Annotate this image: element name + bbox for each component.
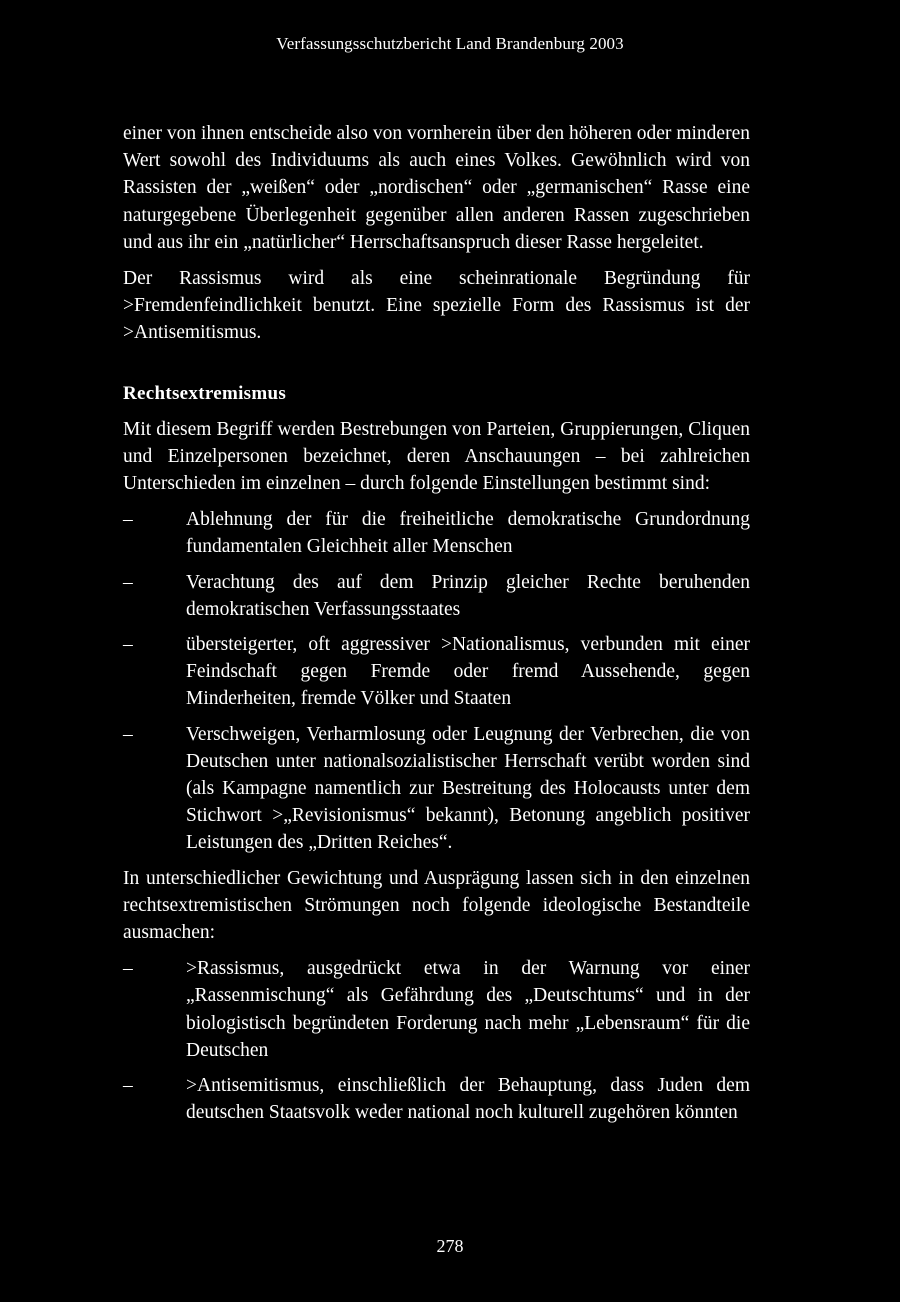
page-body	[123, 120, 750, 1135]
list-item	[123, 1072, 750, 1126]
running-header: Verfassungsschutzbericht Land Brandenburg 2003	[276, 34, 624, 53]
list-item-text: Verachtung des auf dem Prinzip gleicher Rechte beruhenden demokratischen Verfassungsstaates	[186, 571, 750, 620]
list-item	[123, 506, 750, 560]
section-intro: Mit diesem Begriff werden Bestrebungen von Parteien, Gruppierungen, Cliquen und Einzelpersonen bezeichnet, deren Anschauungen – bei zahlreichen Unterschieden im einzelnen – durch folgende Einstellungen bestimmt sind:	[123, 418, 750, 495]
list-item	[123, 721, 750, 857]
paragraph: In unterschiedlicher Gewichtung und Ausprägung lassen sich in den einzelnen rechtsextremistischen Strömungen noch folgende ideologische Bestandteile ausmachen:	[123, 867, 750, 944]
attitudes-list	[123, 506, 750, 856]
list-item	[123, 955, 750, 1064]
page-number: 278	[436, 1236, 464, 1256]
list-item-text: >Antisemitismus, einschließlich der Behauptung, dass Juden dem deutschen Staatsvolk weder national noch kulturell zugehören könnten	[186, 1075, 750, 1124]
dash-bullet: –	[123, 509, 133, 531]
list-item-text: Verschweigen, Verharmlosung oder Leugnung der Verbrechen, die von Deutschen unter nationalsozialistischer Herrschaft verübt worden sind (als Kampagne namentlich zur Bestreitung des Holocausts unter dem Stichwort >„Revisionismus“ bekannt), Betonung angeblich positiver Leistungen des „Dritten Reiches“.	[186, 723, 750, 854]
dash-bullet: –	[123, 1075, 133, 1097]
dash-bullet: –	[123, 723, 133, 745]
dash-bullet: –	[123, 571, 133, 593]
list-item	[123, 569, 750, 623]
list-item	[123, 631, 750, 713]
dash-bullet: –	[123, 634, 133, 656]
ideology-list	[123, 955, 750, 1126]
list-item-text: Ablehnung der für die freiheitliche demokratische Grundordnung fundamentalen Gleichheit aller Menschen	[186, 509, 750, 558]
list-item-text: übersteigerter, oft aggressiver >Nationalismus, verbunden mit einer Feindschaft gegen Fremde oder fremd Aussehende, gegen Minderheiten, fremde Völker und Staaten	[186, 634, 750, 710]
section-heading: Rechtsextremismus	[123, 382, 287, 404]
paragraph: Der Rassismus wird als eine scheinrationale Begründung für >Fremdenfeindlichkeit benutzt. Eine spezielle Form des Rassismus ist der >Antisemitismus.	[123, 268, 750, 344]
paragraph: einer von ihnen entscheide also von vornherein über den höheren oder minderen Wert sowohl des Individuums als auch eines Volkes. Gewöhnlich wird von Rassisten der „weißen“ oder „nordischen“ oder „germanischen“ Rasse eine naturgegebene Überlegenheit gegenüber allen anderen Rassen zugeschrieben und aus ihr ein „natürlicher“ Herrschaftsanspruch dieser Rasse hergeleitet.	[123, 123, 750, 253]
dash-bullet: –	[123, 958, 133, 980]
list-item-text: >Rassismus, ausgedrückt etwa in der Warnung vor einer „Rassenmischung“ als Gefährdung des „Deutschtums“ und in der biologistisch begründeten Forderung nach mehr „Lebensraum“ für die Deutschen	[186, 958, 750, 1061]
